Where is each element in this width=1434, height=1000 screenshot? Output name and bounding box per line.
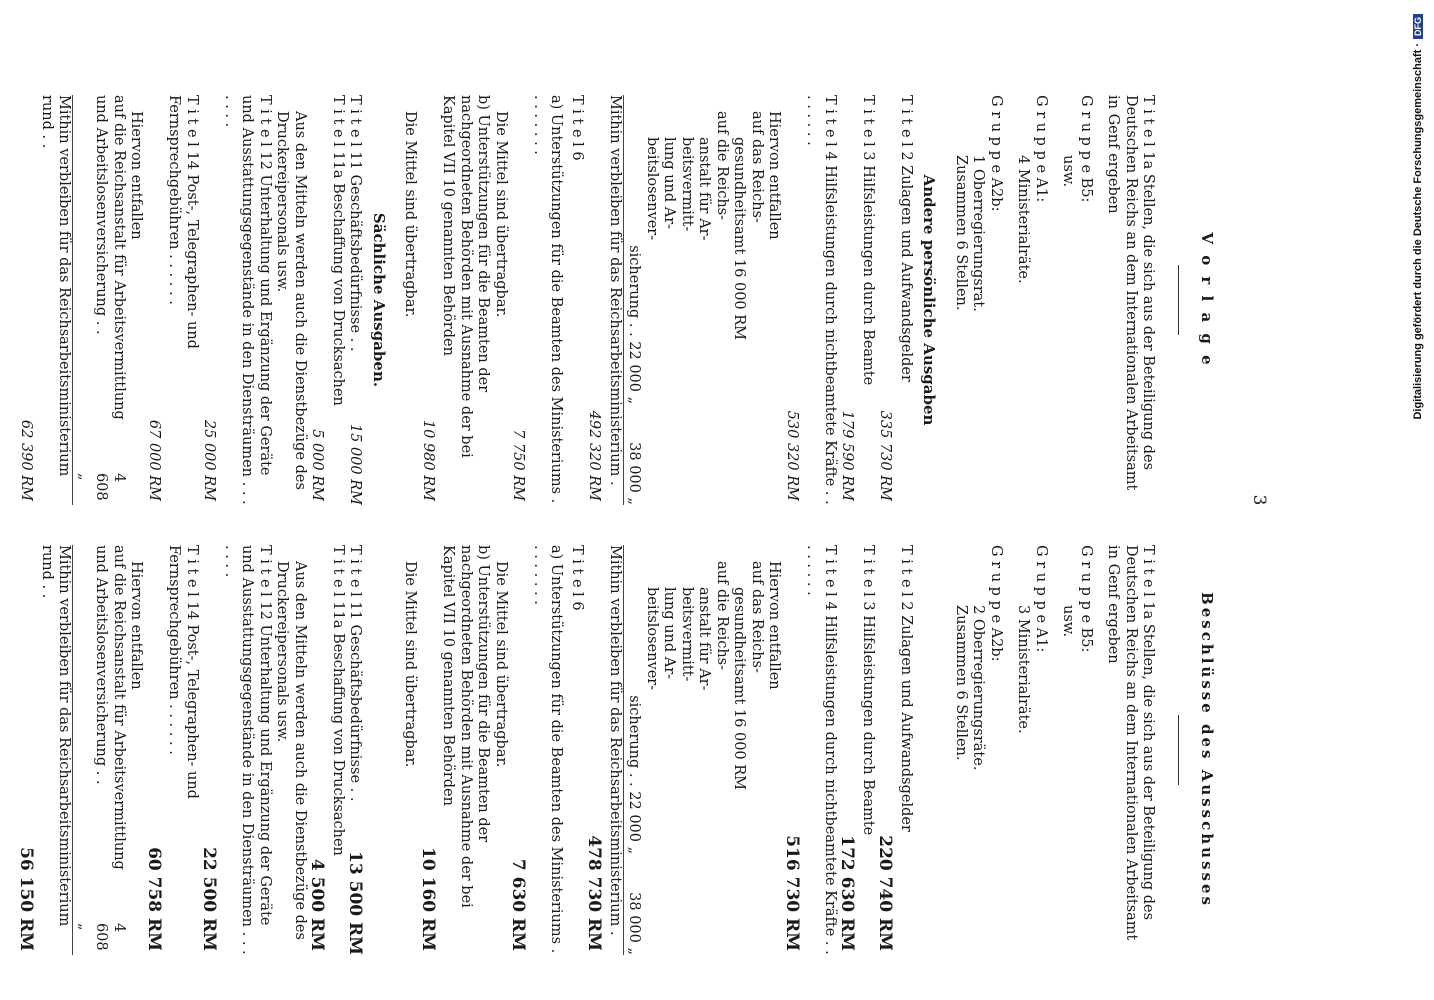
titel-11-amount: 13 500 RM (345, 851, 366, 955)
titel-4-amount: 516 730 RM (782, 835, 802, 951)
beitsvermitt-line: beitsvermitt- (679, 137, 695, 232)
page-number: 3 (1249, 494, 1269, 506)
mithin-text: Mithin verbleiben für das Reichsarbeitsministerium . (607, 95, 623, 486)
titel-11a-text: T i t e l 11a Beschaffung von Drucksachen (330, 545, 346, 856)
titel-6-heading: T i t e l 6 (569, 545, 585, 611)
titel-14-amount: 67 000 RM (146, 419, 162, 501)
titel-1a-text: T i t e l 1a Stellen, die sich aus der Beteiligung des Deutschen Reichs an dem Internationalen Arbeitsamt in Genf ergeben (1105, 95, 1157, 491)
titel-14-text: T i t e l 14 Post-, Telegraphen- und Fernsprechgebühren . . . . . . (166, 95, 200, 349)
gruppe-b5: G r u p p e B5: (1078, 95, 1094, 203)
titel-6a-amount: 7 630 RM (508, 858, 529, 951)
gruppe-b5: G r u p p e B5: (1078, 545, 1094, 653)
vorlage-heading: V o r l a g e (1198, 232, 1216, 368)
titel-12-amount: 25 000 RM (201, 419, 218, 501)
a1-value: 3 Ministerialräte. (1015, 605, 1032, 734)
sicherung-total: 38 000 „ (626, 442, 643, 505)
digitization-credit-strip (1412, 14, 1428, 994)
titel-4-amount: 530 320 RM (784, 410, 800, 501)
titel-6a-text: a) Unterstützungen für die Beamten des Ministeriums . . . . . . . . (531, 545, 565, 954)
titel-11a-note: Aus den Mitteln werden auch die Dienstbezüge des Druckereipersonals usw. (274, 561, 308, 940)
titel-14-sum-line (73, 95, 128, 505)
mithin-amount: 478 730 RM (584, 835, 605, 951)
vorlage-column (17, 95, 1257, 505)
titel-6a-amount: 7 750 RM (510, 429, 527, 501)
hiervon-text: Hiervon entfallen (766, 561, 783, 690)
titel-12-text: T i t e l 12 Unterhaltung und Ergänzung der Geräte und Ausstattungsgegenstände in den Diensträumen . . . . . . . (222, 545, 273, 955)
mithin-amount: 492 320 RM (586, 410, 603, 501)
gruppe-a2b: G r u p p e A2b: (988, 545, 1004, 662)
titel-14-auf-text: auf die Reichsanstalt für Arbeitsvermittlung und Arbeitslosenversicherung . . (93, 95, 127, 420)
titel-14-auf-text: auf die Reichsanstalt für Arbeitsvermittlung und Arbeitslosenversicherung . . (93, 545, 127, 870)
zusammen-text: Zusammen 6 Stellen. (953, 155, 969, 311)
lung-line: lung und Ar- (661, 137, 678, 230)
titel-4-text: T i t e l 4 Hilfsleistungen durch nichtbeamtete Kräfte . . . . . . . . (804, 545, 838, 955)
titel-3-amount: 179 590 RM (839, 410, 856, 501)
heading-rule (1179, 715, 1180, 785)
titel-6b-amount: 10 980 RM (420, 419, 436, 501)
anstalt-line: anstalt für Ar- (696, 587, 713, 691)
titel-11-row (346, 545, 364, 955)
sicherung-sum-line (623, 95, 643, 505)
titel-12-text: T i t e l 12 Unterhaltung und Ergänzung der Geräte und Ausstattungsgegenstände in den Diensträumen . . . . . . . (222, 95, 273, 505)
hiervon-text: Hiervon entfallen (766, 111, 783, 240)
titel-11-row (346, 95, 364, 505)
titel-1a-text: T i t e l 1a Stellen, die sich aus der Beteiligung des Deutschen Reichs an dem Internationalen Arbeitsamt in Genf ergeben (1105, 545, 1157, 941)
gruppe-a1: G r u p p e A1: (1033, 545, 1049, 653)
titel-2-amount: 335 730 RM (877, 410, 894, 501)
titel-2-text: T i t e l 2 Zulagen und Aufwandsgelder (898, 545, 914, 832)
auf-reichsanstalt: auf die Reichs- (714, 561, 730, 671)
a2b-value: 1 Oberregierungsrat. (970, 155, 987, 312)
titel-14-hiervon: Hiervon entfallen (128, 111, 145, 240)
titel-6-heading: T i t e l 6 (569, 95, 585, 161)
sicherung-sum-line (623, 545, 643, 955)
a1-value: 4 Ministerialräte. (1015, 155, 1032, 284)
titel-14-sum: 4 608 „ (76, 922, 127, 951)
section-heading-andere: Andere persönliche Ausgaben (920, 174, 939, 426)
titel-6b-amount: 10 160 RM (418, 847, 438, 951)
beitslosen-line: beitslosenver- (644, 587, 660, 691)
titel-6b-text: b) Unterstützungen für die Beamten der nachgeordneten Behörden mit Ausnahme der bei Kapitel VII 10 genannten Behörden (440, 545, 492, 908)
beitslosen-line: beitslosenver- (644, 137, 660, 241)
titel-14-mithin-text: Mithin verbleiben für das Reichsarbeitsministerium rund . . (39, 545, 73, 927)
titel-14-hiervon: Hiervon entfallen (128, 561, 145, 690)
usw-text: usw. (1060, 155, 1077, 188)
titel-3-text: T i t e l 3 Hilfsleistungen durch Beamte (860, 545, 876, 836)
titel-11-text: T i t e l 11 Geschäftsbedürfnisse . . (347, 95, 364, 352)
titel-2-text: T i t e l 2 Zulagen und Aufwandsgelder (898, 95, 914, 382)
titel-14-sum-line (73, 545, 128, 955)
dfg-logo: DFG (1413, 14, 1423, 39)
titel-6b-text: b) Unterstützungen für die Beamten der nachgeordneten Behörden mit Ausnahme der bei Kapitel VII 10 genannten Behörden (440, 95, 492, 458)
titel-11-text: T i t e l 11 Geschäftsbedürfnisse . . (347, 545, 364, 802)
sicherung-total: 38 000 „ (626, 892, 643, 955)
gruppe-a1: G r u p p e A1: (1033, 95, 1049, 203)
gesundheitsamt-amount: gesundheitsamt 16 000 RM (731, 137, 748, 341)
titel-6b-note: Die Mittel sind übertragbar. (402, 111, 419, 318)
titel-14-mithin-amount: 56 150 RM (16, 847, 37, 951)
heading-rule (1179, 265, 1180, 335)
credit-text: Digitalisierung gefördert durch die Deutsche Forschungsgemeinschaft · (1412, 43, 1424, 420)
titel-3-amount: 172 630 RM (837, 835, 858, 951)
usw-text: usw. (1060, 605, 1077, 638)
rotated-document-page (16, 0, 1297, 1000)
titel-6a-note: Die Mittel sind übertragbar. (493, 111, 509, 318)
section-heading-saechliche: Sächliche Ausgaben. (370, 212, 388, 388)
titel-6a-note: Die Mittel sind übertragbar. (493, 561, 509, 768)
sicherung-text: sicherung . . 22 000 „ (626, 245, 643, 405)
titel-4-text: T i t e l 4 Hilfsleistungen durch nichtbeamtete Kräfte . . . . . . . . (804, 95, 838, 505)
titel-11a-amount: 5 000 RM (309, 429, 326, 501)
a2b-value: 2 Oberregierungsräte. (970, 605, 987, 771)
auf-reichsanstalt: auf die Reichs- (714, 111, 730, 221)
zusammen-text: Zusammen 6 Stellen. (953, 605, 969, 761)
gruppe-a2b: G r u p p e A2b: (988, 95, 1004, 212)
beschluesse-heading: Beschlüsse des Ausschusses (1198, 592, 1216, 908)
titel-14-amount: 60 758 RM (144, 847, 164, 951)
titel-11a-text: T i t e l 11a Beschaffung von Drucksachen (330, 95, 346, 406)
titel-14-text: T i t e l 14 Post-, Telegraphen- und Fernsprechgebühren . . . . . . (166, 545, 200, 799)
titel-3-text: T i t e l 3 Hilfsleistungen durch Beamte (860, 95, 876, 386)
digitization-credit (1412, 14, 1428, 994)
titel-14-sum: 4 608 „ (76, 472, 127, 501)
gesundheitsamt-amount: gesundheitsamt 16 000 RM (731, 587, 748, 791)
titel-6a-text: a) Unterstützungen für die Beamten des Ministeriums . . . . . . . . (531, 95, 565, 504)
titel-6b-note: Die Mittel sind übertragbar. (402, 561, 419, 768)
lung-line: lung und Ar- (661, 587, 678, 680)
titel-11a-note: Aus den Mitteln werden auch die Dienstbezüge des Druckereipersonals usw. (274, 111, 308, 490)
titel-12-amount: 22 500 RM (199, 847, 220, 951)
beitsvermitt-line: beitsvermitt- (679, 587, 695, 682)
anstalt-line: anstalt für Ar- (696, 137, 713, 241)
titel-11-amount: 15 000 RM (347, 423, 364, 505)
titel-2-amount: 220 740 RM (875, 835, 896, 951)
auf-reichsgesundheitsamt: auf das Reichs- (749, 111, 765, 223)
sicherung-text: sicherung . . 22 000 „ (626, 695, 643, 855)
titel-14-mithin-amount: 62 390 RM (18, 419, 35, 501)
beschluesse-column (17, 545, 1257, 955)
titel-11a-amount: 4 500 RM (307, 858, 328, 951)
auf-reichsgesundheitsamt: auf das Reichs- (749, 561, 765, 673)
titel-14-mithin-text: Mithin verbleiben für das Reichsarbeitsministerium rund . . (39, 95, 73, 477)
mithin-text: Mithin verbleiben für das Reichsarbeitsministerium . (607, 545, 623, 936)
